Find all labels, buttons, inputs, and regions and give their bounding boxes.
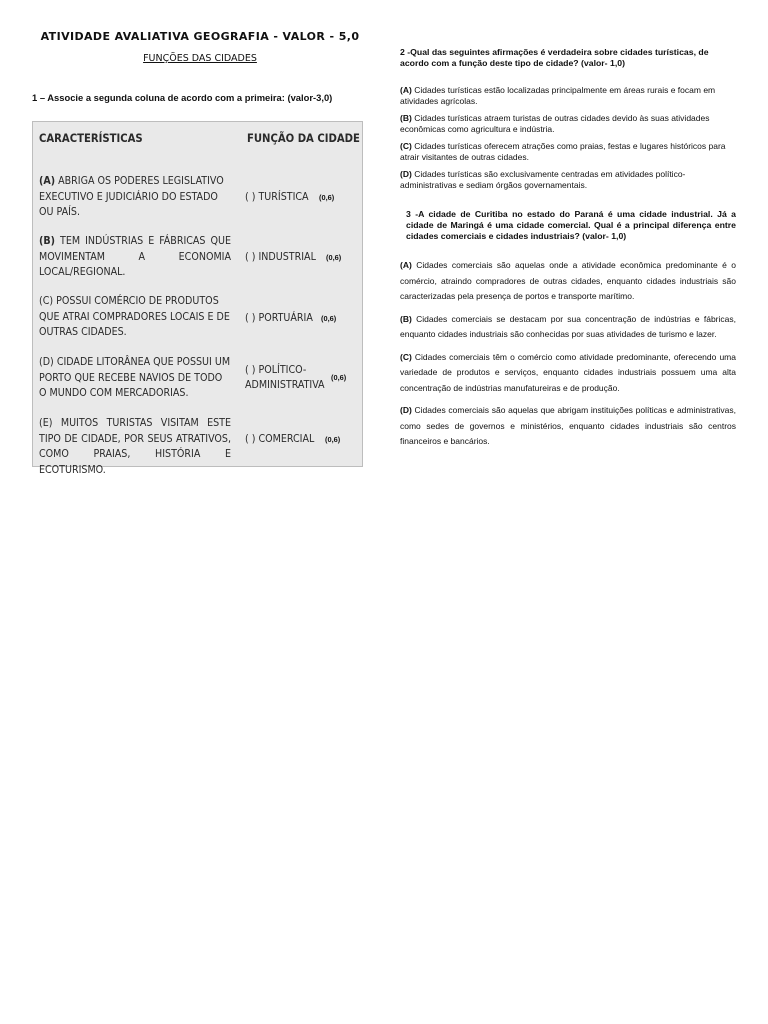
column-header-function: FUNÇÃO DA CIDADE	[247, 132, 360, 145]
q2-option-a[interactable]	[400, 85, 736, 107]
q2-option-b-text: Cidades turísticas atraem turistas de outras cidades devido às suas atividades econômicas como agricultura e indústria.	[400, 113, 710, 134]
q3-option-c-text: Cidades comerciais têm o comércio como atividade predominante, oferecendo uma variedade de produtos e serviços, enquanto cidades industriais possuem uma alta concentração de indústrias manufatureiras e de produção.	[400, 351, 736, 393]
q2-option-c-text: Cidades turísticas oferecem atrações como praias, festas e lugares históricos para atrair visitantes de outras cidades.	[400, 141, 726, 162]
function-politico-administrativa[interactable]	[245, 363, 325, 393]
q3-option-d[interactable]	[400, 403, 736, 450]
question-2-options	[400, 85, 736, 191]
letter-b: (B)	[39, 235, 55, 247]
value-politico-administrativa: (0,6)	[331, 373, 347, 382]
q2-option-b-letter: (B)	[400, 113, 412, 123]
q2-option-c[interactable]	[400, 141, 736, 163]
question-2-title: 2 -Qual das seguintes afirmações é verdadeira sobre cidades turísticas, de acordo com a função deste tipo de cidade? (valor- 1,0)	[400, 47, 709, 68]
q3-option-a-letter: (A)	[400, 260, 412, 270]
letter-c: (C)	[39, 295, 54, 307]
function-comercial[interactable]: ( ) COMERCIAL	[245, 433, 315, 445]
q3-option-c[interactable]	[400, 350, 736, 397]
left-column	[32, 30, 364, 476]
function-politico-line2: ADMINISTRATIVA	[245, 379, 325, 391]
right-column	[400, 47, 736, 450]
document-subtitle: FUNÇÕES DAS CIDADES	[143, 53, 257, 64]
characteristic-d-text: CIDADE LITORÂNEA QUE POSSUI UM PORTO QUE RECEBE NAVIOS DE TODO O MUNDO COM MERCADORIAS.	[39, 356, 231, 399]
question-3-options	[400, 258, 736, 450]
characteristic-a	[39, 174, 231, 221]
q3-option-c-letter: (C)	[400, 351, 412, 362]
characteristic-a-text: ABRIGA OS PODERES LEGISLATIVO EXECUTIVO E JUDICIÁRIO DO ESTADO OU PAÍS.	[39, 175, 224, 218]
question-1-title: 1 – Associe a segunda coluna de acordo com a primeira: (valor-3,0)	[32, 92, 333, 103]
function-industrial[interactable]: ( ) INDUSTRIAL	[245, 251, 316, 263]
characteristic-e	[39, 416, 231, 478]
characteristic-b-text: TEM INDÚSTRIAS E FÁBRICAS QUE MOVIMENTAM A ECONOMIA LOCAL/REGIONAL.	[39, 235, 231, 278]
q3-option-d-text: Cidades comerciais são aquelas que abrigam instituições políticas e administrativas, como sedes de governos e ministérios, enquanto cidades industriais são centros financeiros e bancários.	[400, 405, 736, 446]
q2-option-d[interactable]	[400, 169, 736, 191]
value-turistica: (0,6)	[319, 193, 335, 202]
q3-option-a[interactable]	[400, 258, 736, 305]
association-table	[32, 121, 363, 476]
letter-a: (A)	[39, 175, 56, 187]
characteristic-b	[39, 234, 231, 281]
q2-option-d-letter: (D)	[400, 169, 412, 179]
function-politico-line1: ( ) POLÍTICO-	[245, 364, 307, 376]
function-portuaria[interactable]: ( ) PORTUÁRIA	[245, 312, 313, 324]
letter-d: (D)	[39, 356, 54, 368]
document-title: ATIVIDADE AVALIATIVA GEOGRAFIA - VALOR - 5,0	[40, 30, 360, 43]
question-3-title: 3 -A cidade de Curitiba no estado do Paraná é uma cidade industrial. Já a cidade de Maringá é uma cidade comercial. Qual é a principal diferença entre cidades comerciais e cidades industriais? (valor- 1,0)	[406, 209, 736, 241]
q3-option-b-letter: (B)	[400, 313, 412, 324]
value-portuaria: (0,6)	[321, 314, 337, 323]
q2-option-a-letter: (A)	[400, 85, 412, 95]
characteristic-e-text: MUITOS TURISTAS VISITAM ESTE TIPO DE CIDADE, POR SEUS ATRATIVOS, COMO PRAIAS, HISTÓRIA E ECOTURISMO.	[39, 417, 231, 476]
value-industrial: (0,6)	[326, 253, 342, 262]
q3-option-b-text: Cidades comerciais se destacam por sua concentração de indústrias e fábricas, enquanto cidades industriais são conhecidas por suas atividades de turismo e lazer.	[400, 313, 736, 339]
q3-option-d-letter: (D)	[400, 405, 412, 415]
q3-option-b[interactable]	[400, 312, 736, 343]
characteristic-c	[39, 294, 231, 341]
column-header-characteristics: CARACTERÍSTICAS	[39, 132, 143, 145]
letter-e: (E)	[39, 417, 53, 429]
q2-option-b[interactable]	[400, 113, 736, 135]
q2-option-d-text: Cidades turísticas são exclusivamente centradas em atividades político-administrativas e sediam órgãos governamentais.	[400, 169, 686, 190]
function-turistica[interactable]: ( ) TURÍSTICA	[245, 191, 309, 203]
q2-option-a-text: Cidades turísticas estão localizadas principalmente em áreas rurais e focam em atividades agrícolas.	[400, 85, 716, 106]
characteristic-d	[39, 355, 231, 402]
characteristic-c-text: POSSUI COMÉRCIO DE PRODUTOS QUE ATRAI COMPRADORES LOCAIS E DE OUTRAS CIDADES.	[39, 295, 230, 338]
q3-option-a-text: Cidades comerciais são aquelas onde a atividade econômica predominante é o comércio, atraindo compradores de outras cidades, enquanto cidades industriais são caracterizadas pela presença de portos e transporte marítimo.	[400, 260, 736, 301]
value-comercial: (0,6)	[325, 435, 341, 444]
q2-option-c-letter: (C)	[400, 141, 412, 151]
